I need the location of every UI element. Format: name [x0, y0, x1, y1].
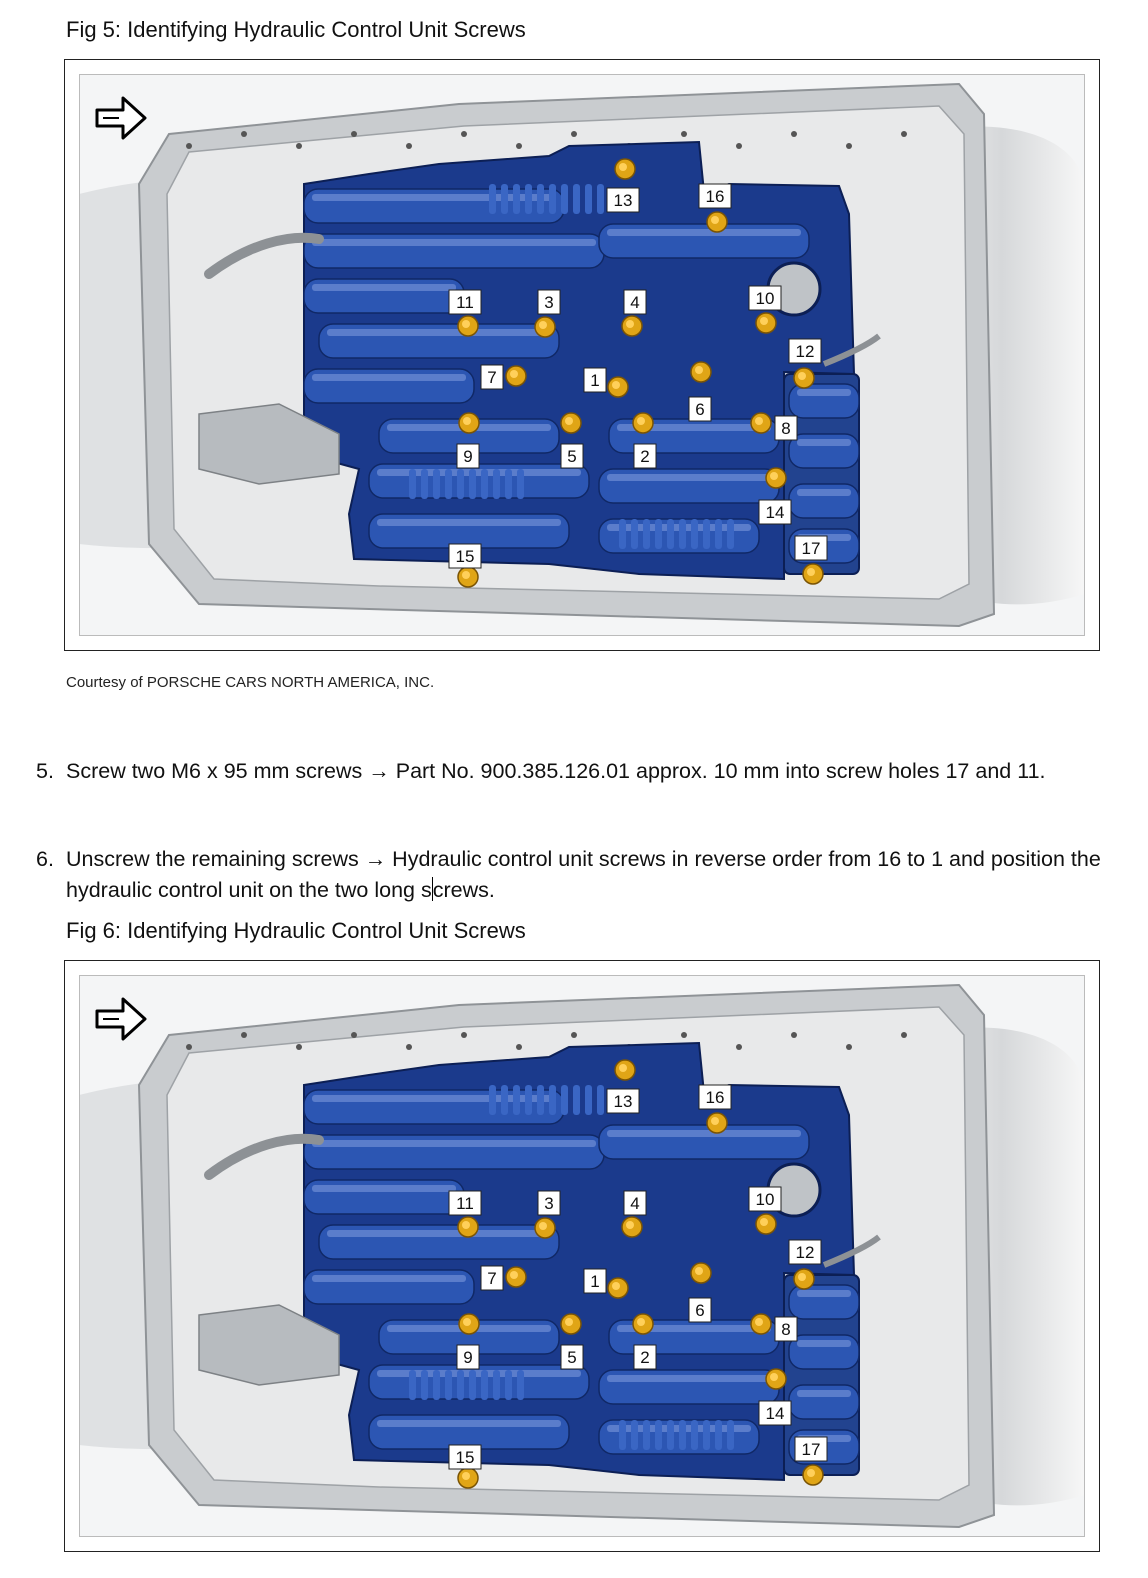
- solenoid-highlight: [312, 1140, 596, 1147]
- spring-rib: [549, 1085, 556, 1115]
- screw-label-text: 2: [640, 1348, 650, 1367]
- solenoid-highlight: [312, 1185, 456, 1192]
- screw-label: [584, 368, 606, 392]
- spring-rib: [561, 1085, 568, 1115]
- spring-rib: [421, 1370, 428, 1400]
- spring-rib: [525, 184, 532, 214]
- spring-rib: [525, 1085, 532, 1115]
- screw-label: [449, 1445, 481, 1469]
- screw-label-text: 10: [755, 1190, 775, 1209]
- screw-marker: [751, 413, 771, 433]
- spring-rib: [573, 184, 580, 214]
- housing-bolt: [186, 1044, 192, 1050]
- screw-label-text: 7: [487, 1269, 497, 1288]
- screw-label-text: 13: [613, 1092, 633, 1111]
- housing-bolt: [516, 1044, 522, 1050]
- spring-rib: [501, 1085, 508, 1115]
- spring-rib: [727, 1420, 734, 1450]
- spring-rib: [505, 469, 512, 499]
- screw-marker: [794, 1269, 814, 1289]
- screw-label: [689, 1298, 711, 1322]
- spring-rib: [517, 1370, 524, 1400]
- step-text: Unscrew the remaining screws → Hydraulic control unit screws in reverse order from 16 to 1 and position the hydraulic control unit on the two long screws.: [66, 847, 1101, 902]
- hydraulic-control-unit-illustration: [79, 975, 1085, 1537]
- housing-bolt: [681, 1032, 687, 1038]
- screw-label: [561, 444, 583, 468]
- screw-marker: [633, 1314, 653, 1334]
- screw-label: [749, 286, 781, 310]
- spring-rib: [631, 1420, 638, 1450]
- screw-label-text: 4: [630, 293, 640, 312]
- screw-marker: [803, 564, 823, 584]
- screw-label-text: 12: [795, 1243, 815, 1262]
- screw-label-text: 10: [755, 289, 775, 308]
- screw-label: [789, 339, 821, 363]
- screw-label: [449, 544, 481, 568]
- spring-rib: [513, 184, 520, 214]
- spring-rib: [715, 1420, 722, 1450]
- housing-bolt: [571, 131, 577, 137]
- screw-marker: [766, 468, 786, 488]
- screw-label: [634, 1345, 656, 1369]
- figure-6-image: [64, 960, 1100, 1552]
- screw-label-text: 5: [567, 447, 577, 466]
- spring-rib: [597, 184, 604, 214]
- screw-label: [449, 290, 481, 314]
- spring-rib: [445, 469, 452, 499]
- screw-label-text: 11: [456, 293, 474, 312]
- screw-label: [775, 1317, 797, 1341]
- solenoid-highlight: [797, 439, 851, 446]
- spring-rib: [703, 1420, 710, 1450]
- spring-rib: [703, 519, 710, 549]
- screw-label-text: 8: [781, 419, 791, 438]
- spring-rib: [679, 1420, 686, 1450]
- screw-label-text: 1: [590, 1272, 600, 1291]
- screw-label-text: 3: [544, 1194, 554, 1213]
- screw-label: [759, 500, 791, 524]
- screw-marker: [459, 1314, 479, 1334]
- solenoid-highlight: [797, 1340, 851, 1347]
- spring-rib: [573, 1085, 580, 1115]
- housing-bolt: [901, 131, 907, 137]
- screw-label-text: 8: [781, 1320, 791, 1339]
- screw-marker: [506, 1267, 526, 1287]
- housing-bolt: [736, 143, 742, 149]
- housing-bolt: [296, 143, 302, 149]
- housing-bolt: [461, 131, 467, 137]
- screw-label: [749, 1187, 781, 1211]
- screw-marker: [615, 1060, 635, 1080]
- spring-rib: [667, 1420, 674, 1450]
- housing-bolt: [406, 1044, 412, 1050]
- screw-marker: [615, 159, 635, 179]
- screw-label: [624, 1191, 646, 1215]
- screw-marker: [506, 366, 526, 386]
- courtesy-credit: Courtesy of PORSCHE CARS NORTH AMERICA, INC.: [66, 674, 435, 691]
- solenoid-highlight: [797, 1390, 851, 1397]
- spring-rib: [489, 184, 496, 214]
- spring-rib: [481, 1370, 488, 1400]
- screw-label: [634, 444, 656, 468]
- screw-label: [607, 1089, 639, 1113]
- screw-label-text: 17: [801, 539, 821, 558]
- screw-marker: [535, 1218, 555, 1238]
- solenoid-highlight: [377, 519, 561, 526]
- screw-label: [481, 1266, 503, 1290]
- screw-label-text: 16: [705, 1088, 725, 1107]
- spring-rib: [631, 519, 638, 549]
- screw-marker: [535, 317, 555, 337]
- screw-label-text: 17: [801, 1440, 821, 1459]
- spring-rib: [433, 469, 440, 499]
- screw-label-text: 6: [695, 1301, 705, 1320]
- spring-rib: [469, 469, 476, 499]
- housing-bolt: [406, 143, 412, 149]
- screw-marker: [756, 313, 776, 333]
- solenoid-highlight: [377, 1370, 581, 1377]
- screw-marker: [691, 1263, 711, 1283]
- screw-marker: [608, 1278, 628, 1298]
- spring-rib: [513, 1085, 520, 1115]
- solenoid-highlight: [312, 284, 456, 291]
- housing-bolt: [791, 131, 797, 137]
- screw-marker: [803, 1465, 823, 1485]
- screw-label: [457, 444, 479, 468]
- screw-label-text: 3: [544, 293, 554, 312]
- screw-label: [538, 1191, 560, 1215]
- solenoid-highlight: [797, 389, 851, 396]
- spring-rib: [585, 184, 592, 214]
- figure-5-image: [64, 59, 1100, 651]
- spring-rib: [489, 1085, 496, 1115]
- housing-bolt: [571, 1032, 577, 1038]
- screw-marker: [707, 212, 727, 232]
- spring-rib: [481, 469, 488, 499]
- screw-label-text: 4: [630, 1194, 640, 1213]
- screw-label-text: 2: [640, 447, 650, 466]
- screw-marker: [691, 362, 711, 382]
- screw-label-text: 6: [695, 400, 705, 419]
- spring-rib: [643, 519, 650, 549]
- housing-bolt: [901, 1032, 907, 1038]
- spring-rib: [691, 519, 698, 549]
- housing-bolt: [681, 131, 687, 137]
- screw-label: [449, 1191, 481, 1215]
- screw-label: [624, 290, 646, 314]
- spring-rib: [561, 184, 568, 214]
- step-number: 5.: [36, 759, 54, 783]
- screw-marker: [751, 1314, 771, 1334]
- spring-rib: [597, 1085, 604, 1115]
- solenoid-highlight: [327, 1230, 551, 1237]
- screw-label-text: 14: [765, 1404, 785, 1423]
- spring-rib: [643, 1420, 650, 1450]
- spring-rib: [409, 469, 416, 499]
- screw-label: [561, 1345, 583, 1369]
- housing-bolt: [351, 131, 357, 137]
- spring-rib: [585, 1085, 592, 1115]
- housing-bolt: [461, 1032, 467, 1038]
- spring-rib: [715, 519, 722, 549]
- screw-label: [584, 1269, 606, 1293]
- screw-marker: [622, 1217, 642, 1237]
- housing-bolt: [846, 1044, 852, 1050]
- solenoid-highlight: [607, 1130, 801, 1137]
- screw-marker: [633, 413, 653, 433]
- screw-label: [775, 416, 797, 440]
- housing-bolt: [351, 1032, 357, 1038]
- housing-bolt: [791, 1032, 797, 1038]
- screw-marker: [766, 1369, 786, 1389]
- screw-label: [699, 1085, 731, 1109]
- screw-marker: [707, 1113, 727, 1133]
- spring-rib: [421, 469, 428, 499]
- screw-label-text: 12: [795, 342, 815, 361]
- spring-rib: [409, 1370, 416, 1400]
- solenoid-highlight: [312, 1275, 466, 1282]
- solenoid-highlight: [797, 1290, 851, 1297]
- spring-rib: [549, 184, 556, 214]
- solenoid-highlight: [312, 239, 596, 246]
- screw-label-text: 9: [463, 1348, 473, 1367]
- screw-label-text: 13: [613, 191, 633, 210]
- spring-rib: [501, 184, 508, 214]
- screw-marker: [622, 316, 642, 336]
- solenoid-highlight: [377, 1420, 561, 1427]
- spring-rib: [445, 1370, 452, 1400]
- screw-label-text: 15: [455, 1448, 475, 1467]
- screw-label: [607, 188, 639, 212]
- solenoid-highlight: [797, 489, 851, 496]
- screw-label-text: 15: [455, 547, 475, 566]
- screw-label-text: 5: [567, 1348, 577, 1367]
- screw-marker: [794, 368, 814, 388]
- spring-rib: [517, 469, 524, 499]
- spring-rib: [505, 1370, 512, 1400]
- screw-marker: [458, 1217, 478, 1237]
- spring-rib: [469, 1370, 476, 1400]
- housing-bolt: [296, 1044, 302, 1050]
- step-number: 6.: [36, 847, 54, 871]
- spring-rib: [679, 519, 686, 549]
- screw-marker: [756, 1214, 776, 1234]
- step-text: Screw two M6 x 95 mm screws → Part No. 900.385.126.01 approx. 10 mm into screw holes 17 and 11.: [66, 759, 1046, 783]
- screw-marker: [608, 377, 628, 397]
- spring-rib: [537, 1085, 544, 1115]
- solenoid-highlight: [607, 474, 771, 481]
- spring-rib: [493, 469, 500, 499]
- spring-rib: [667, 519, 674, 549]
- screw-label: [457, 1345, 479, 1369]
- screw-marker: [459, 413, 479, 433]
- housing-bolt: [186, 143, 192, 149]
- screw-label: [699, 184, 731, 208]
- housing-bolt: [736, 1044, 742, 1050]
- screw-label: [789, 1240, 821, 1264]
- screw-label: [759, 1401, 791, 1425]
- screw-label-text: 7: [487, 368, 497, 387]
- screw-label-text: 1: [590, 371, 600, 390]
- spring-rib: [537, 184, 544, 214]
- step-5: [36, 756, 1106, 787]
- screw-label-text: 11: [456, 1194, 474, 1213]
- figure-5-caption: Fig 5: Identifying Hydraulic Control Unit Screws: [66, 17, 526, 42]
- spring-rib: [655, 1420, 662, 1450]
- spring-rib: [655, 519, 662, 549]
- solenoid-highlight: [377, 469, 581, 476]
- screw-label: [795, 536, 827, 560]
- spring-rib: [433, 1370, 440, 1400]
- screw-label: [795, 1437, 827, 1461]
- spring-rib: [727, 519, 734, 549]
- spring-rib: [493, 1370, 500, 1400]
- screw-label-text: 14: [765, 503, 785, 522]
- spring-rib: [691, 1420, 698, 1450]
- housing-bolt: [846, 143, 852, 149]
- screw-label: [481, 365, 503, 389]
- screw-marker: [561, 413, 581, 433]
- spring-rib: [619, 1420, 626, 1450]
- screw-label: [538, 290, 560, 314]
- screw-marker: [561, 1314, 581, 1334]
- screw-marker: [458, 567, 478, 587]
- figure-6-caption: Fig 6: Identifying Hydraulic Control Unit Screws: [66, 918, 526, 943]
- screw-label-text: 9: [463, 447, 473, 466]
- hydraulic-control-unit-illustration: [79, 74, 1085, 636]
- solenoid-highlight: [607, 229, 801, 236]
- step-6: [36, 844, 1106, 906]
- screw-marker: [458, 316, 478, 336]
- screw-label-text: 16: [705, 187, 725, 206]
- spring-rib: [619, 519, 626, 549]
- spring-rib: [457, 469, 464, 499]
- solenoid-highlight: [607, 1375, 771, 1382]
- housing-bolt: [516, 143, 522, 149]
- spring-rib: [457, 1370, 464, 1400]
- solenoid-highlight: [312, 374, 466, 381]
- housing-bolt: [241, 131, 247, 137]
- housing-bolt: [241, 1032, 247, 1038]
- screw-label: [689, 397, 711, 421]
- solenoid-highlight: [327, 329, 551, 336]
- screw-marker: [458, 1468, 478, 1488]
